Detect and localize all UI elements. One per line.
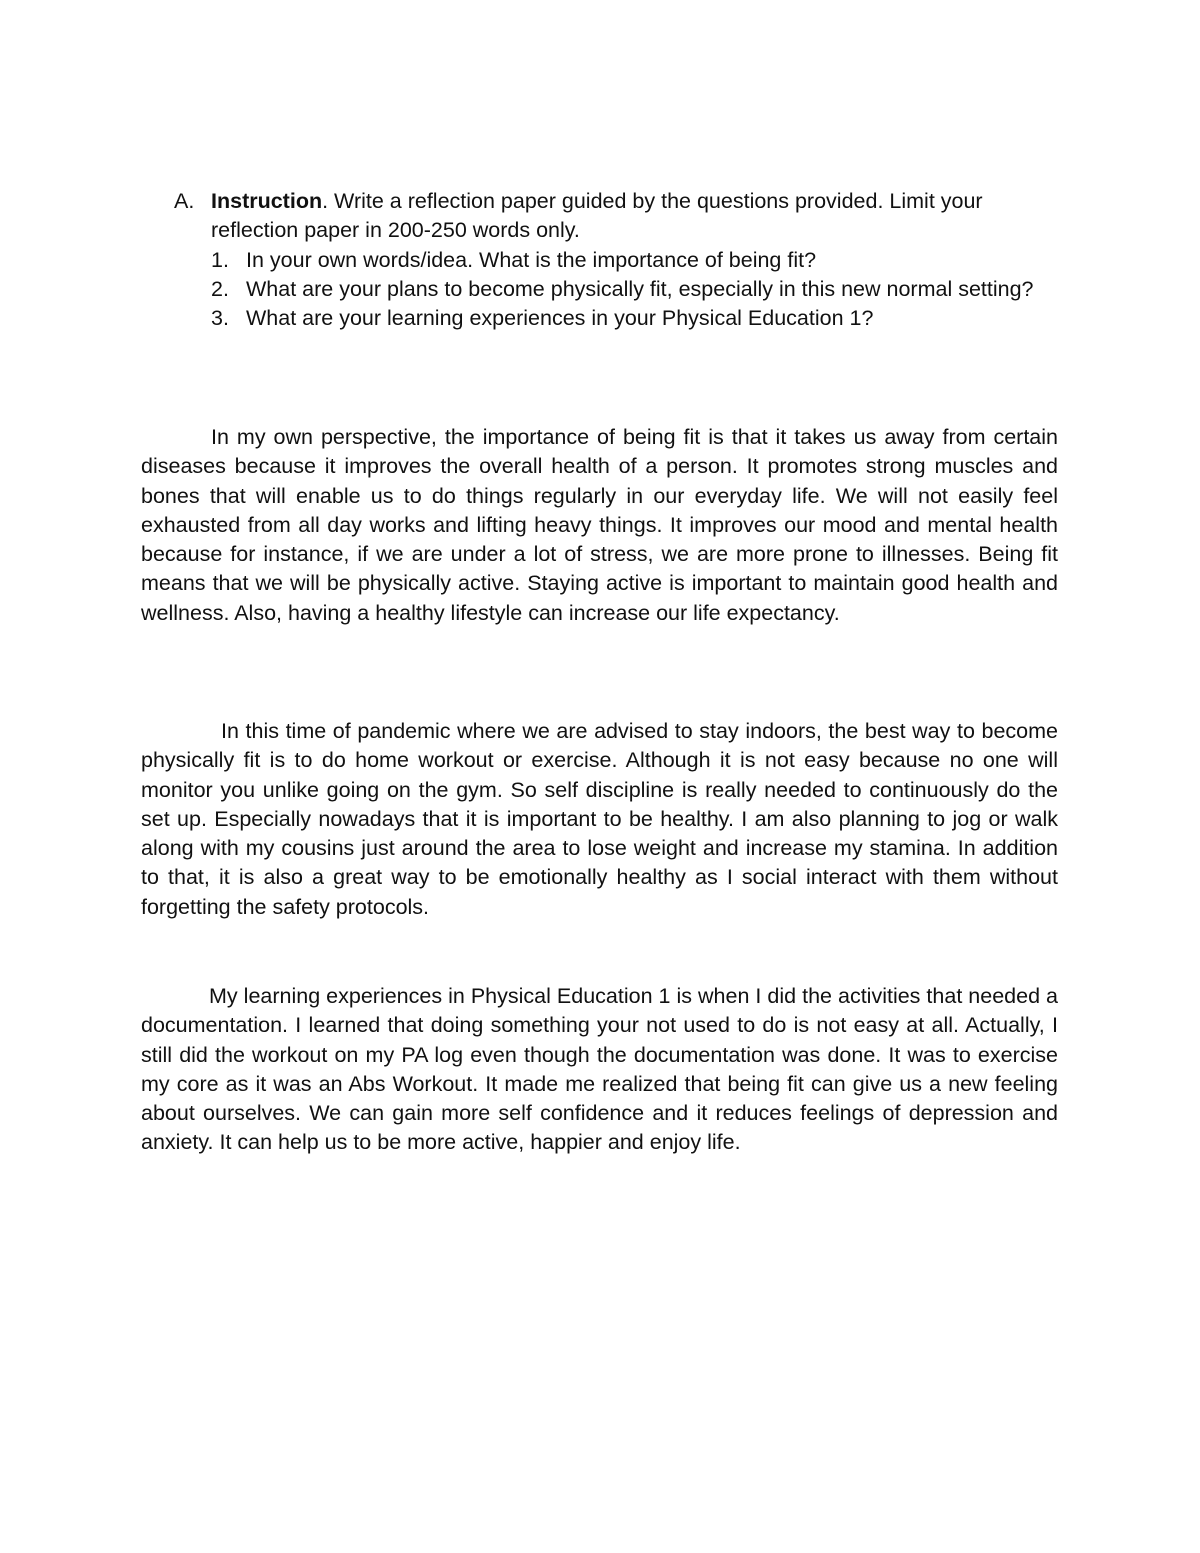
question-item — [211, 304, 1058, 333]
reflection-paragraph-2: In this time of pandemic where we are advised to stay indoors, the best way to become physically fit is to do home workout or exercise. Although it is not easy because no one will monitor you unlike going on the gym. So self discipline is really needed to continuously do the set up. Especially nowadays that it is important to be healthy. I am also planning to jog or walk along with my cousins just around the area to lose weight and increase my stamina. In addition to that, it is also a great way to be emotionally healthy as I social interact with them without forgetting the safety protocols. — [141, 719, 1058, 919]
question-item — [211, 246, 1058, 275]
instruction-text-block — [211, 187, 1058, 246]
instruction-item — [174, 187, 1058, 246]
instruction-marker: A. — [174, 189, 195, 213]
reflection-paragraph-1: In my own perspective, the importance of being fit is that it takes us away from certain diseases because it improves the overall health of a person. It promotes strong muscles and bones that will enable us to do things regularly in our everyday life. We will not easily feel exhausted from all day works and lifting heavy things. It improves our mood and mental health because for instance, if we are under a lot of stress, we are more prone to illnesses. Being fit means that we will be physically active. Staying active is important to maintain good health and wellness. Also, having a healthy lifestyle can increase our life expectancy. — [141, 425, 1058, 625]
instruction-label: Instruction — [211, 189, 323, 213]
question-number: 3. — [211, 306, 229, 331]
question-number: 2. — [211, 276, 229, 301]
question-item — [211, 275, 1058, 304]
question-text: What are your plans to become physically fit, especially in this new normal setting? — [246, 276, 1034, 301]
instruction-section — [174, 187, 1058, 333]
instruction-text: . Write a reflection paper guided by the questions provided. Limit your reflection paper in 200-250 words only. — [211, 189, 983, 243]
reflection-paragraph-3: My learning experiences in Physical Education 1 is when I did the activities that needed a documentation. I learned that doing something your not used to do is not easy at all. Actually, I still did the workout on my PA log even though the documentation was done. It was to exercise my core as it was an Abs Workout. It made me realized that being fit can give us a new feeling about ourselves. We can gain more self confidence and it reduces feelings of depression and anxiety. It can help us to be more active, happier and enjoy life. — [141, 984, 1058, 1155]
question-number: 1. — [211, 247, 229, 272]
question-text: In your own words/idea. What is the importance of being fit? — [246, 247, 817, 272]
question-list — [174, 246, 1058, 334]
question-text: What are your learning experiences in your Physical Education 1? — [246, 306, 874, 331]
